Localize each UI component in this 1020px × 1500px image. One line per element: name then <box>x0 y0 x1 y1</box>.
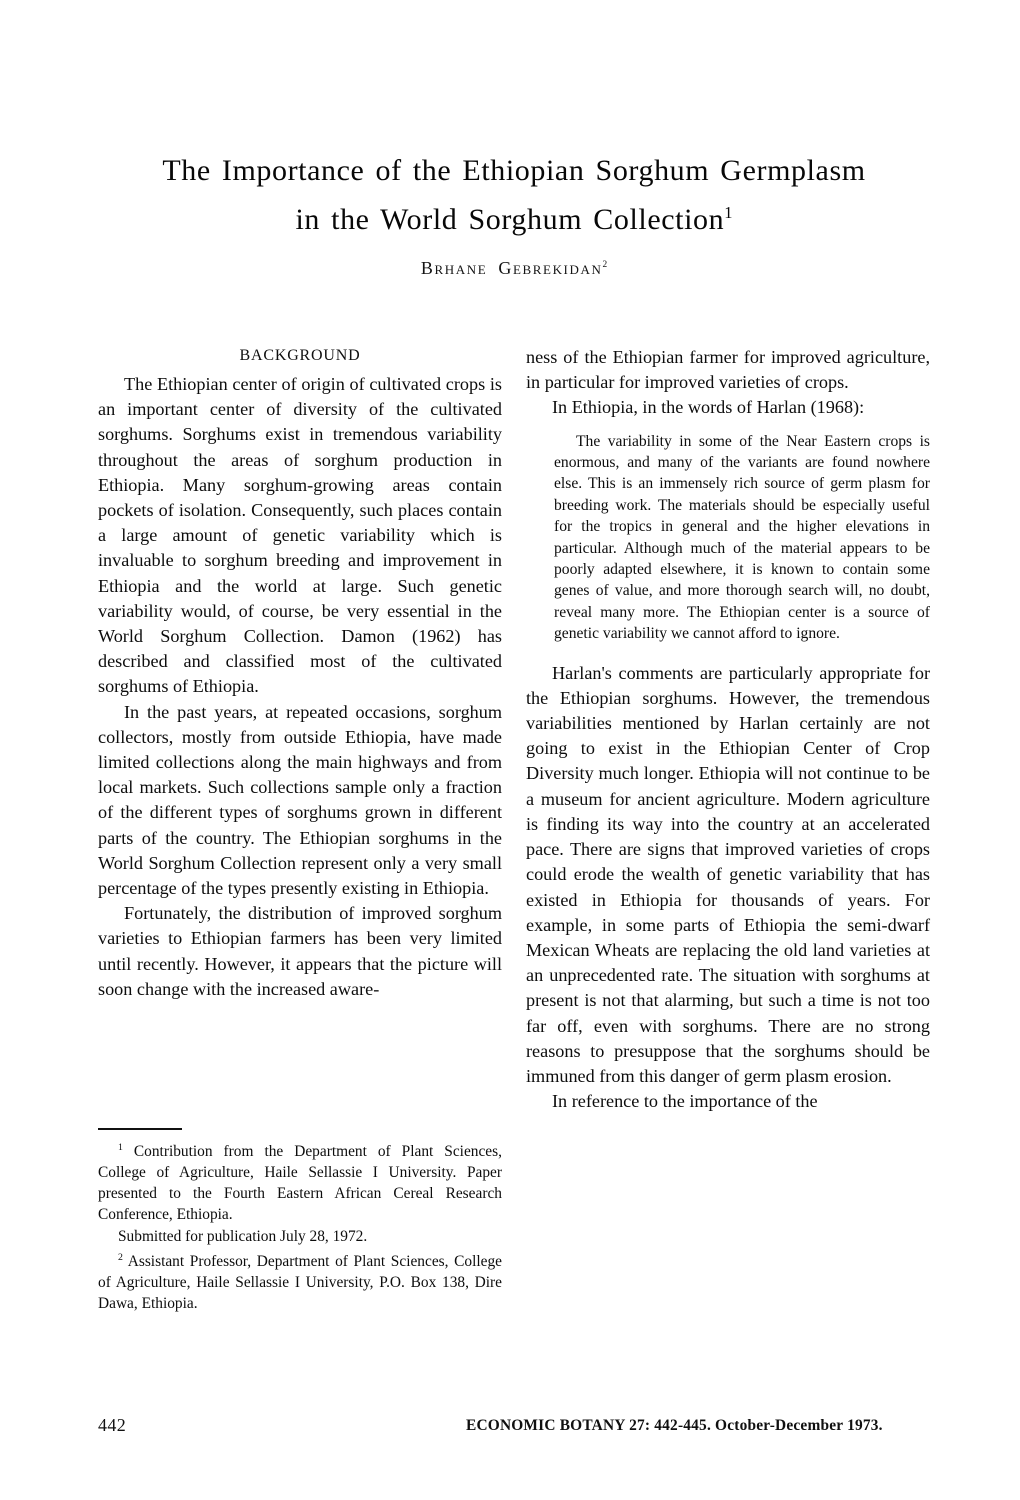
footnote-separator-rule <box>98 1128 182 1130</box>
author-name: Brhane Gebrekidan <box>420 258 603 278</box>
right-paragraph-continuation: ness of the Ethiopian farmer for improved agriculture, in particular for improved varieties of crops. <box>526 347 930 393</box>
right-column <box>526 345 930 1114</box>
harlan-blockquote <box>554 431 930 645</box>
author-footnote-marker: 2 <box>602 260 608 270</box>
left-paragraph-2: In the past years, at repeated occasions, sorghum collectors, mostly from outside Ethiopia, have made limited collections along the main highways and from local markets. Such collections sample only a fraction of the different types of sorghums grown in different parts of the country. The Ethiopian sorghums in the World Sorghum Collection represent only a very small percentage of the types presently existing in Ethiopia. <box>98 701 502 899</box>
footnote-submitted: Submitted for publication July 28, 1972. <box>118 1227 368 1245</box>
right-paragraph-quote-intro: In Ethiopia, in the words of Harlan (1968): <box>552 397 865 418</box>
right-paragraph-2: In reference to the importance of the <box>552 1091 818 1112</box>
page-title <box>98 150 930 241</box>
footnote-1-marker: 1 <box>118 1141 123 1153</box>
title-block <box>98 150 930 241</box>
title-line-2: in the World Sorghum Collection <box>295 203 725 236</box>
footnote-1-text: Contribution from the Department of Plant Sciences, College of Agriculture, Haile Sellassie I University. Paper presented to the Fourth Eastern African Cereal Research Conference, Ethiopia. <box>98 1142 502 1224</box>
title-footnote-marker: 1 <box>724 203 733 222</box>
title-line-1: The Importance of the Ethiopian Sorghum Germplasm <box>162 154 866 187</box>
section-heading-background: BACKGROUND <box>239 347 361 364</box>
footnotes-block <box>98 1128 502 1314</box>
author-byline <box>98 258 930 279</box>
footnote-1 <box>98 1137 502 1226</box>
left-paragraph-3: Fortunately, the distribution of improved sorghum varieties to Ethiopian farmers has been very limited until recently. However, it appears that the picture will soon change with the increased aware- <box>98 903 502 999</box>
blockquote-text: The variability in some of the Near Eastern crops is enormous, and many of the variants are found nowhere else. This is an immensely rich source of germ plasm for breeding work. The materials should be especially useful for the tropics in general and the higher elevations in particular. Although much of the material appears to be poorly adapted elsewhere, it is known to contain some genes of value, and more thorough search will, no doubt, reveal many more. The Ethiopian center is a source of genetic variability we cannot afford to ignore. <box>554 432 930 643</box>
page-number: 442 <box>98 1415 127 1435</box>
right-paragraph-1: Harlan's comments are particularly appropriate for the Ethiopian sorghums. However, the tremendous variabilities mentioned by Harlan certainly are not going to exist in the Ethiopian Center of Crop Diversity much longer. Ethiopia will not continue to be a museum for ancient agriculture. Modern agriculture is finding its way into the country at an accelerated pace. There are signs that improved varieties of crops could erode the wealth of genetic variability that has existed in Ethiopia for thousands of years. For example, in some parts of Ethiopia the semi-dwarf Mexican Wheats are replacing the old land varieties at an unprecedented rate. The situation with sorghums at present is not that alarming, but such a time is not too far off, even with sorghums. There are no strong reasons to presuppose that the sorghums should be immuned from this danger of germ plasm erosion. <box>526 662 930 1086</box>
left-column <box>98 345 502 1002</box>
page-footer <box>98 1415 930 1439</box>
footnote-2-text: Assistant Professor, Department of Plant Sciences, College of Agriculture, Haile Sellassie I University, P.O. Box 138, Dire Dawa, Ethiopia. <box>98 1252 503 1313</box>
footnote-2 <box>98 1247 502 1315</box>
footnote-2-marker: 2 <box>118 1251 123 1263</box>
left-paragraph-1: The Ethiopian center of origin of cultivated crops is an important center of diversity of the cultivated sorghums. Sorghums exist in tremendous variability throughout the areas of sorghum production in Ethiopia. Many sorghum-growing areas contain pockets of isolation. Consequently, such places contain a large amount of genetic variability which is invaluable to sorghum breeding and improvement in Ethiopia and the world at large. Such genetic variability would, of course, be very essential in the World Sorghum Collection. Damon (1962) has described and classified most of the cultivated sorghums of Ethiopia. <box>98 374 502 697</box>
journal-citation: ECONOMIC BOTANY 27: 442-445. October-December 1973. <box>466 1417 883 1434</box>
